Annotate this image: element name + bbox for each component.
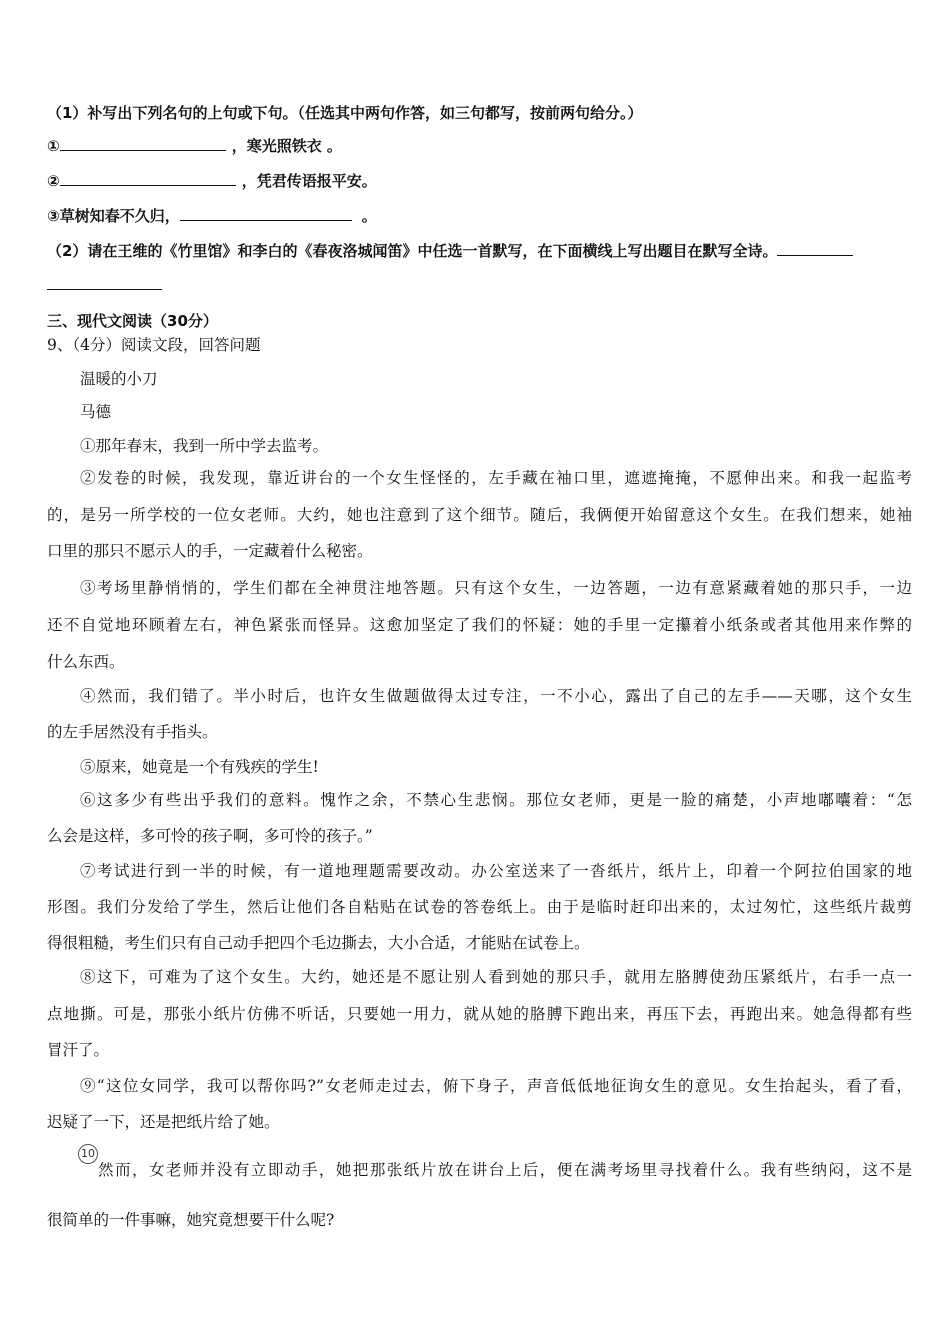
paragraph-8-line-1: ⑧这下，可难为了这个女生。大约，她还是不愿让别人看到她的那只手，就用左胳膊使劲压紧纸片，右手一点一 (80, 968, 912, 986)
q9-intro: 9、（4分）阅读文段，回答问题 (47, 336, 261, 354)
paragraph-2-line-3: 口里的那只不愿示人的手，一定藏着什么秘密。 (47, 542, 373, 560)
paragraph-7-line-1: ⑦考试进行到一半的时候，有一道地理题需要改动。办公室送来了一沓纸片，纸片上，印着一个阿拉伯国家的地 (80, 862, 912, 880)
paragraph-6-line-2: 么会是这样，多可怜的孩子啊，多可怜的孩子。” (47, 827, 373, 845)
q8-part2-instruction (47, 241, 853, 261)
answer-blank-1[interactable] (60, 136, 226, 151)
paragraph-6-line-1: ⑥这多少有些出乎我们的意料。愧怍之余，不禁心生悲悯。那位女老师，更是一脸的痛楚，小声地嘟囔着：“怎 (80, 791, 912, 809)
q8-item3-end: 。 (361, 207, 377, 225)
paragraph-7-line-3: 得很粗糙，考生们只有自己动手把四个毛边撕去，大小合适，才能贴在试卷上。 (47, 934, 590, 952)
paragraph-9-line-1: ⑨“这位女同学，我可以帮你吗?”女老师走过去，俯下身子，声音低低地征询女生的意见。女生抬起头，看了看， (80, 1077, 912, 1095)
paragraph-5-line-1: ⑤原来，她竟是一个有残疾的学生! (80, 758, 319, 776)
q8-item3 (47, 206, 912, 226)
paragraph-7-line-2: 形图。我们分发给了学生，然后让他们各自粘贴在试卷的答卷纸上。由于是临时赶印出来的，太过匆忙，这些纸片裁剪 (47, 898, 912, 916)
paragraph-4-line-2: 的左手居然没有手指头。 (47, 723, 218, 741)
paragraph-3-line-3: 什么东西。 (47, 653, 125, 671)
answer-blank-4b[interactable] (47, 289, 162, 290)
paragraph-9-line-2: 迟疑了一下，还是把纸片给了她。 (47, 1113, 280, 1131)
answer-blank-3[interactable] (180, 206, 352, 221)
article-author: 马德 (80, 403, 112, 421)
paragraph-10-line-1: 然而，女老师并没有立即动手，她把那张纸片放在讲台上后，便在满考场里寻找着什么。我有些纳闷，这不是 (98, 1161, 912, 1179)
q8-item1-num: ① (47, 137, 60, 155)
q8-item2-text: ，凭君传语报平安。 (241, 172, 377, 190)
q8-item2 (47, 171, 912, 191)
q8-part2-text: （2）请在王维的《竹里馆》和李白的《春夜洛城闻笛》中任选一首默写，在下面横线上写出题目在默写全诗。 (47, 242, 778, 260)
q8-item3-text: ③草树知春不久归， (47, 207, 180, 225)
answer-blank-2[interactable] (60, 171, 236, 186)
paragraph-10-line-2: 很简单的一件事嘛，她究竟想要干什么呢? (47, 1211, 335, 1229)
q8-item2-num: ② (47, 172, 60, 190)
paragraph-number-10: 10 (78, 1144, 98, 1164)
paragraph-3-line-2: 还不自觉地环顾着左右，神色紧张而怪异。这愈加坚定了我们的怀疑：她的手里一定攥着小纸条或者其他用来作弊的 (47, 616, 912, 634)
paragraph-2-line-1: ②发卷的时候，我发现，靠近讲台的一个女生怪怪的，左手藏在袖口里，遮遮掩掩，不愿伸出来。和我一起监考 (80, 469, 912, 487)
article-title: 温暖的小刀 (80, 370, 158, 388)
paragraph-3-line-1: ③考场里静悄悄的，学生们都在全神贯注地答题。只有这个女生，一边答题，一边有意紧藏着她的那只手，一边 (80, 579, 912, 597)
paragraph-1-line-1: ①那年春末，我到一所中学去监考。 (80, 437, 329, 455)
paragraph-8-line-3: 冒汗了。 (47, 1041, 110, 1059)
q8-item1-text: ，寒光照铁衣 。 (231, 137, 342, 155)
q8-item1 (47, 136, 912, 156)
answer-blank-4a[interactable] (777, 241, 853, 256)
paragraph-8-line-2: 点地撕。可是，那张小纸片仿佛不听话，只要她一用力，就从她的胳膊下跑出来，再压下去，再跑出来。她急得都有些 (47, 1005, 912, 1023)
q8-part1-instruction: （1）补写出下列名句的上句或下句。（任选其中两句作答，如三句都写，按前两句给分。） (47, 104, 643, 122)
section3-heading: 三、现代文阅读（30分） (47, 312, 218, 330)
paragraph-4-line-1: ④然而，我们错了。半小时后，也许女生做题做得太过专注，一不小心，露出了自己的左手——天哪，这个女生 (80, 687, 912, 705)
paragraph-2-line-2: 的，是另一所学校的一位女老师。大约，她也注意到了这个细节。随后，我俩便开始留意这个女生。在我们想来，她袖 (47, 506, 912, 524)
